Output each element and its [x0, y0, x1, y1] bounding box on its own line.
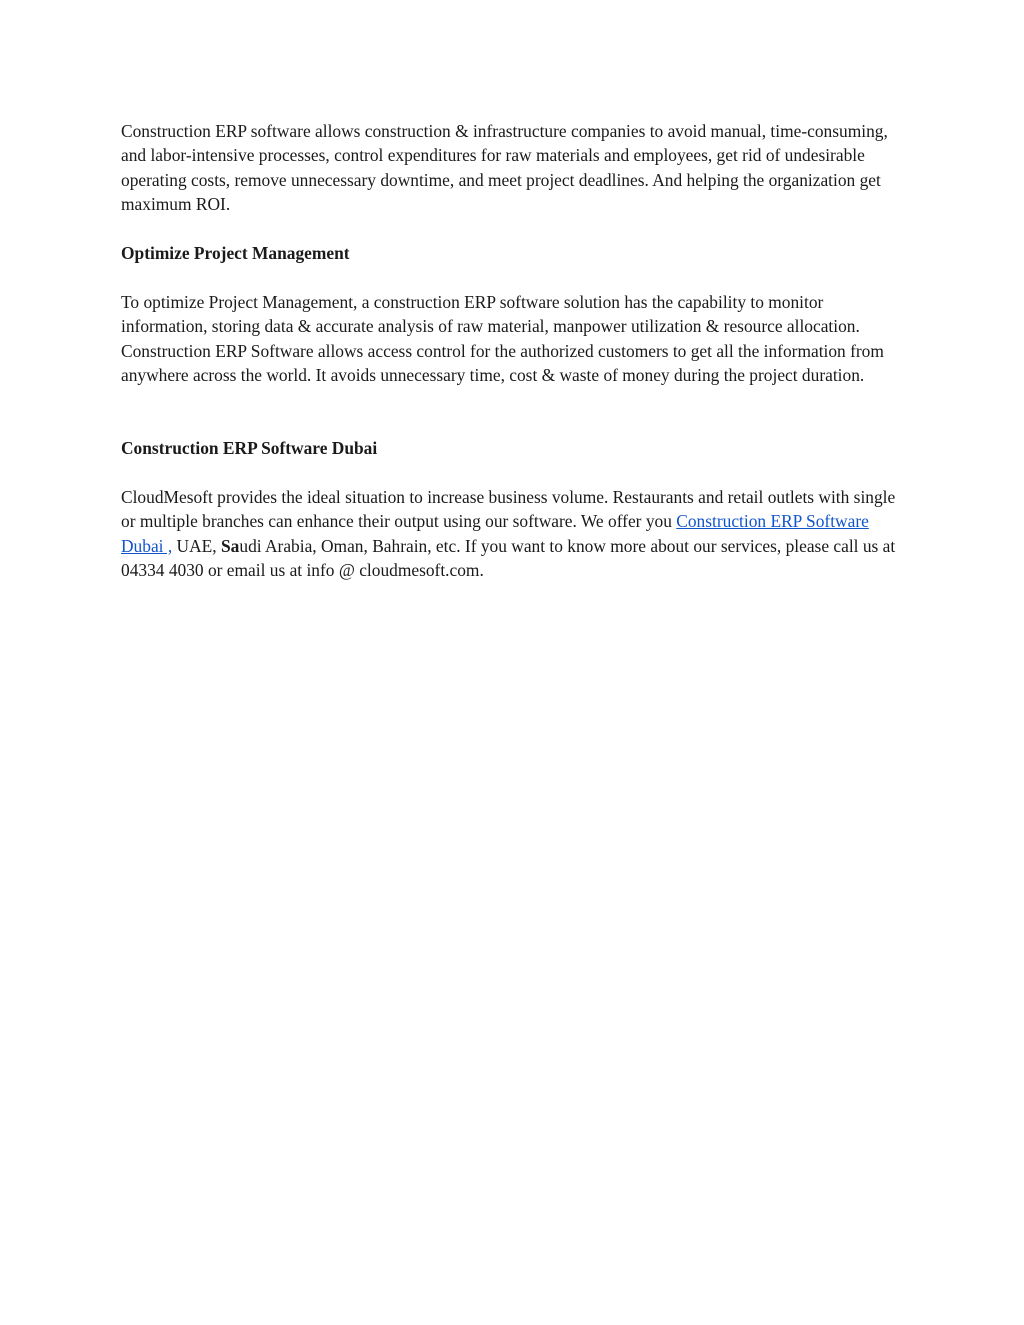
paragraph-text-before-link: CloudMesoft provides the ideal situation to increase business volume. Restaurants and retail outlets with single or multiple branches can enhance their output using our software. We offer you: [121, 487, 896, 532]
section-heading-optimize-project-management: Optimize Project Management: [121, 243, 350, 264]
paragraph-spacer: [121, 265, 907, 289]
construction-erp-dubai-paragraph: [121, 485, 907, 583]
document-page: [121, 119, 907, 583]
paragraph-spacer: [121, 461, 907, 485]
paragraph-text-contact: udi Arabia, Oman, Bahrain, etc. If you want to know more about our services, please call us at 04334 4030 or email us at info @ cloudmesoft.com.: [121, 535, 896, 581]
bold-text-fragment: Sa: [221, 535, 240, 556]
optimize-project-management-paragraph: To optimize Project Management, a construction ERP software solution has the capability to monitor information, storing data & accurate analysis of raw material, manpower utilization & resource allocation. Construction ERP Software allows access control for the authorized customers to get all the information from anywhere across the world. It avoids unnecessary time, cost & waste of money during the project duration.: [121, 291, 884, 386]
construction-erp-dubai-link[interactable]: Construction ERP Software Dubai ,: [121, 511, 869, 556]
section-heading-construction-erp-dubai: Construction ERP Software Dubai: [121, 438, 378, 459]
paragraph-spacer: [121, 387, 907, 436]
intro-paragraph: Construction ERP software allows construction & infrastructure companies to avoid manual, time-consuming, and labor-intensive processes, control expenditures for raw materials and employees, get rid of undesirable operating costs, remove unnecessary downtime, and meet project deadlines. And helping the organization get maximum ROI.: [121, 121, 888, 215]
paragraph-spacer: [121, 217, 907, 241]
paragraph-text-after-link: UAE,: [172, 535, 221, 556]
